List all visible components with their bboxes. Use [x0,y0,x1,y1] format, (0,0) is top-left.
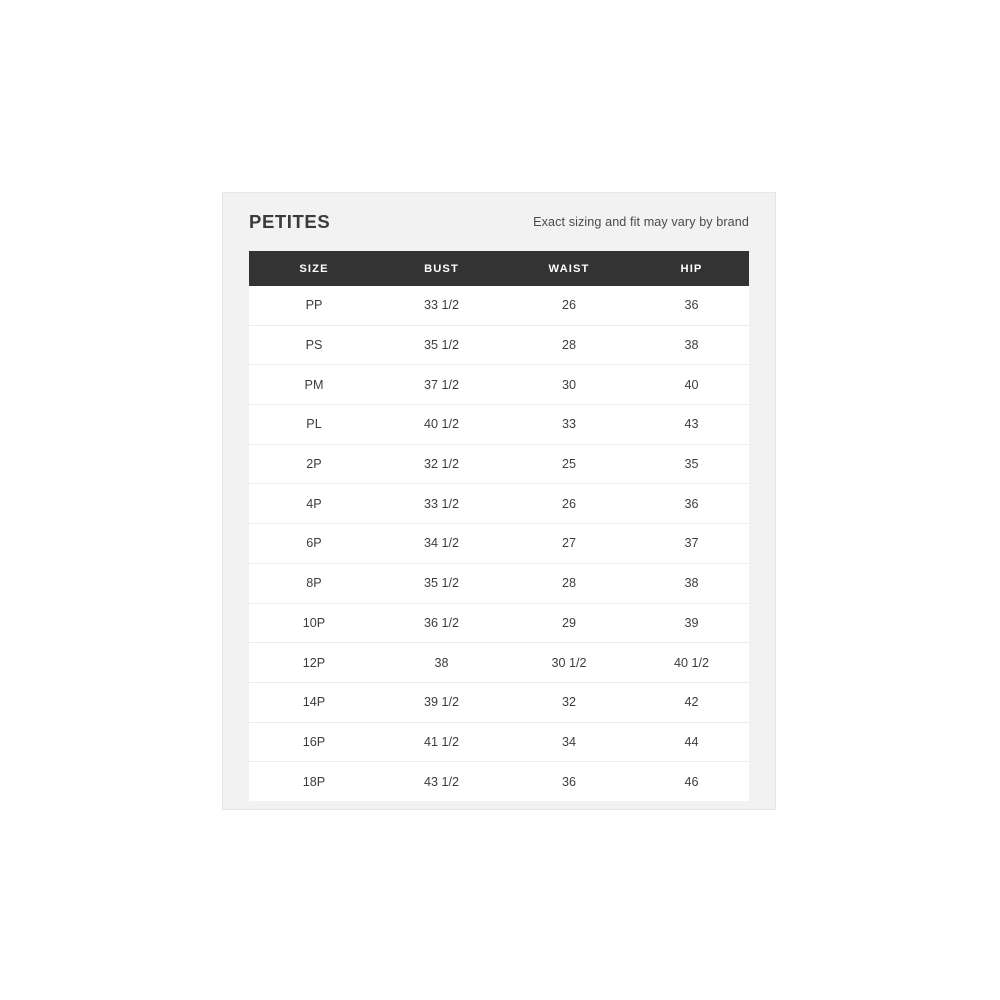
size-table [249,251,749,801]
cell-hip: 38 [634,563,749,603]
cell-hip: 36 [634,484,749,524]
table-row [249,563,749,603]
cell-bust: 34 1/2 [379,524,504,564]
cell-bust: 32 1/2 [379,444,504,484]
table-row [249,484,749,524]
table-row [249,762,749,801]
cell-bust: 35 1/2 [379,325,504,365]
cell-waist: 27 [504,524,634,564]
cell-hip: 36 [634,286,749,325]
cell-bust: 36 1/2 [379,603,504,643]
table-row [249,603,749,643]
cell-bust: 43 1/2 [379,762,504,801]
cell-waist: 36 [504,762,634,801]
cell-size: PS [249,325,379,365]
cell-waist: 34 [504,722,634,762]
table-body [249,286,749,801]
cell-hip: 39 [634,603,749,643]
cell-size: 6P [249,524,379,564]
cell-waist: 29 [504,603,634,643]
table-row [249,722,749,762]
cell-hip: 37 [634,524,749,564]
cell-hip: 42 [634,682,749,722]
cell-size: 12P [249,643,379,683]
cell-hip: 40 1/2 [634,643,749,683]
cell-hip: 38 [634,325,749,365]
cell-size: PL [249,405,379,445]
table-row [249,405,749,445]
table-row [249,444,749,484]
cell-bust: 37 1/2 [379,365,504,405]
table-row [249,524,749,564]
table-row [249,286,749,325]
cell-hip: 44 [634,722,749,762]
table-row [249,365,749,405]
cell-bust: 41 1/2 [379,722,504,762]
cell-bust: 39 1/2 [379,682,504,722]
table-row [249,643,749,683]
cell-waist: 30 [504,365,634,405]
cell-hip: 46 [634,762,749,801]
cell-waist: 33 [504,405,634,445]
table-header-row [249,251,749,286]
cell-waist: 32 [504,682,634,722]
cell-waist: 28 [504,563,634,603]
column-header-bust: BUST [379,251,504,286]
cell-hip: 35 [634,444,749,484]
cell-bust: 33 1/2 [379,286,504,325]
cell-bust: 33 1/2 [379,484,504,524]
cell-waist: 26 [504,484,634,524]
table-row [249,325,749,365]
cell-size: PP [249,286,379,325]
cell-bust: 40 1/2 [379,405,504,445]
cell-hip: 43 [634,405,749,445]
size-table-container [249,251,749,801]
sizing-disclaimer: Exact sizing and fit may vary by brand [533,214,749,229]
cell-bust: 35 1/2 [379,563,504,603]
cell-size: PM [249,365,379,405]
cell-size: 8P [249,563,379,603]
cell-waist: 26 [504,286,634,325]
cell-waist: 25 [504,444,634,484]
cell-bust: 38 [379,643,504,683]
size-chart-card [222,192,776,810]
cell-size: 2P [249,444,379,484]
cell-waist: 30 1/2 [504,643,634,683]
cell-size: 14P [249,682,379,722]
cell-waist: 28 [504,325,634,365]
column-header-size: SIZE [249,251,379,286]
cell-size: 16P [249,722,379,762]
cell-size: 4P [249,484,379,524]
cell-size: 10P [249,603,379,643]
column-header-waist: WAIST [504,251,634,286]
table-row [249,682,749,722]
cell-hip: 40 [634,365,749,405]
card-header [223,193,775,251]
cell-size: 18P [249,762,379,801]
page-title: PETITES [249,211,331,232]
column-header-hip: HIP [634,251,749,286]
